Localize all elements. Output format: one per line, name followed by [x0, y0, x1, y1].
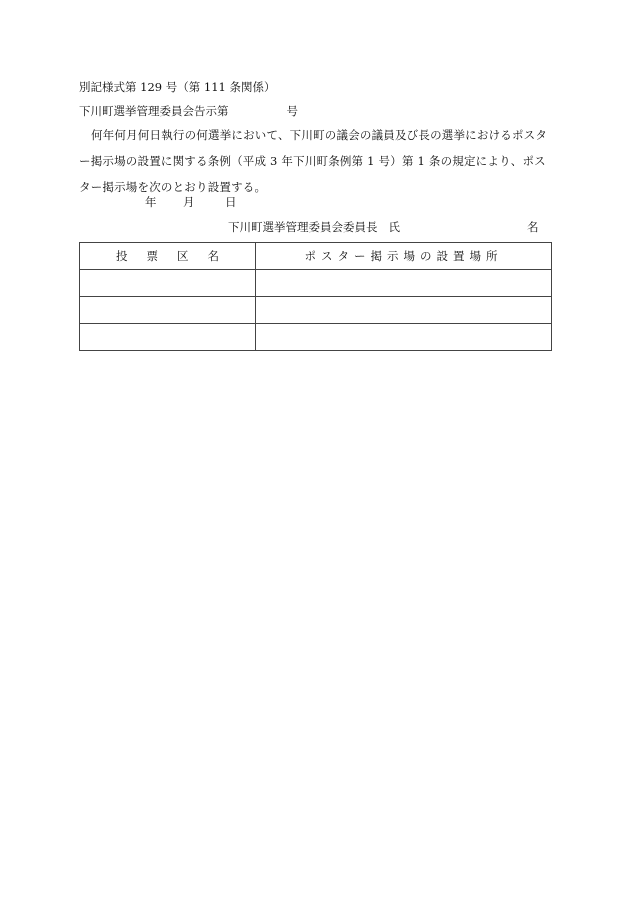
- table-cell: [80, 324, 256, 351]
- signature-mei: 名: [527, 220, 539, 234]
- poster-location-table: [79, 242, 552, 351]
- notice-suffix: 号: [286, 104, 298, 118]
- table-cell: [256, 297, 552, 324]
- table-cell: [256, 270, 552, 297]
- notice-body: [79, 122, 555, 200]
- column-header-district: 投票区名: [80, 243, 256, 270]
- signature-title: 下川町選挙管理委員会委員長: [228, 220, 378, 234]
- date-month: 月: [183, 195, 195, 209]
- date-year: 年: [145, 195, 157, 209]
- table-cell: [80, 297, 256, 324]
- table-row: [80, 324, 552, 351]
- table-cell: [256, 324, 552, 351]
- table-cell: [80, 270, 256, 297]
- form-reference: 別記様式第 129 号（第 111 条関係）: [79, 80, 276, 94]
- date-day: 日: [225, 195, 237, 209]
- notice-number-line: [79, 104, 298, 118]
- signature-line: [228, 219, 400, 235]
- table-row: [80, 270, 552, 297]
- table-header-row: [80, 243, 552, 270]
- table-row: [80, 297, 552, 324]
- notice-paragraph: 何年何月何日執行の何選挙において、下川町の議会の議員及び長の選挙におけるポスター掲示場の設置に関する条例（平成 3 年下川町条例第 1 号）第 1 条の規定により、ポスター掲示場を次のとおり設置する。: [79, 128, 548, 194]
- signature-uji: 氏: [388, 220, 400, 234]
- column-header-location: ポスター掲示場の設置場所: [256, 243, 552, 270]
- notice-prefix: 下川町選挙管理委員会告示第: [79, 104, 229, 118]
